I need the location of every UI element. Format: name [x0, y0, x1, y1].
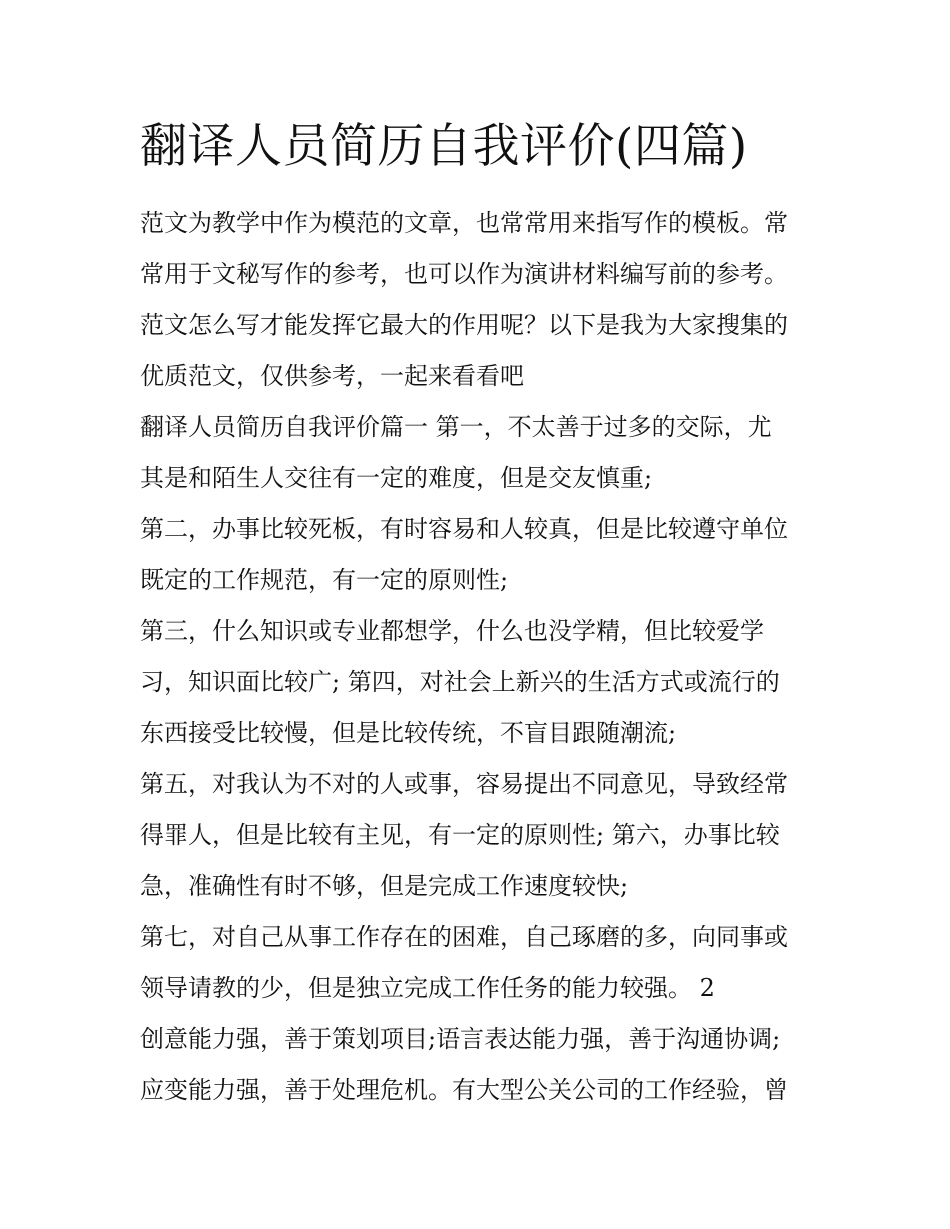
- body-line: 优质范文，仅供参考，一起来看看吧: [140, 362, 524, 390]
- body-line: 第二，办事比较死板，有时容易和人较真，但是比较遵守单位: [140, 515, 788, 543]
- body-line: 第三，什么知识或专业都想学，什么也没学精，但比较爱学: [140, 617, 764, 645]
- body-line: 范文怎么写才能发挥它最大的作用呢？以下是我为大家搜集的: [140, 311, 788, 339]
- body-line: 应变能力强，善于处理危机。有大型公关公司的工作经验，曾: [140, 1076, 788, 1104]
- body-line: 习，知识面比较广; 第四，对社会上新兴的生活方式或流行的: [140, 668, 780, 696]
- body-line: 创意能力强，善于策划项目;语言表达能力强，善于沟通协调;: [140, 1025, 781, 1053]
- body-line: 急，准确性有时不够，但是完成工作速度较快;: [140, 872, 629, 900]
- body-line: 翻译人员简历自我评价篇一 第一，不太善于过多的交际，尤: [140, 413, 772, 441]
- body-line: 领导请教的少，但是独立完成工作任务的能力较强。 2: [140, 974, 715, 1002]
- body-line: 第五，对我认为不对的人或事，容易提出不同意见，导致经常: [140, 770, 788, 798]
- body-line: 东西接受比较慢，但是比较传统，不盲目跟随潮流;: [140, 719, 677, 747]
- body-line: 范文为教学中作为模范的文章，也常常用来指写作的模板。常: [140, 209, 788, 237]
- body-line: 得罪人，但是比较有主见，有一定的原则性; 第六，办事比较: [140, 821, 780, 849]
- body-line: 第七，对自己从事工作存在的困难，自己琢磨的多，向同事或: [140, 923, 788, 951]
- document-body: [140, 198, 820, 1116]
- document-title: 翻译人员简历自我评价(四篇): [140, 119, 748, 174]
- body-line: 常用于文秘写作的参考，也可以作为演讲材料编写前的参考。: [140, 260, 788, 288]
- body-line: 其是和陌生人交往有一定的难度，但是交友慎重;: [140, 464, 653, 492]
- body-line: 既定的工作规范，有一定的原则性;: [140, 566, 509, 594]
